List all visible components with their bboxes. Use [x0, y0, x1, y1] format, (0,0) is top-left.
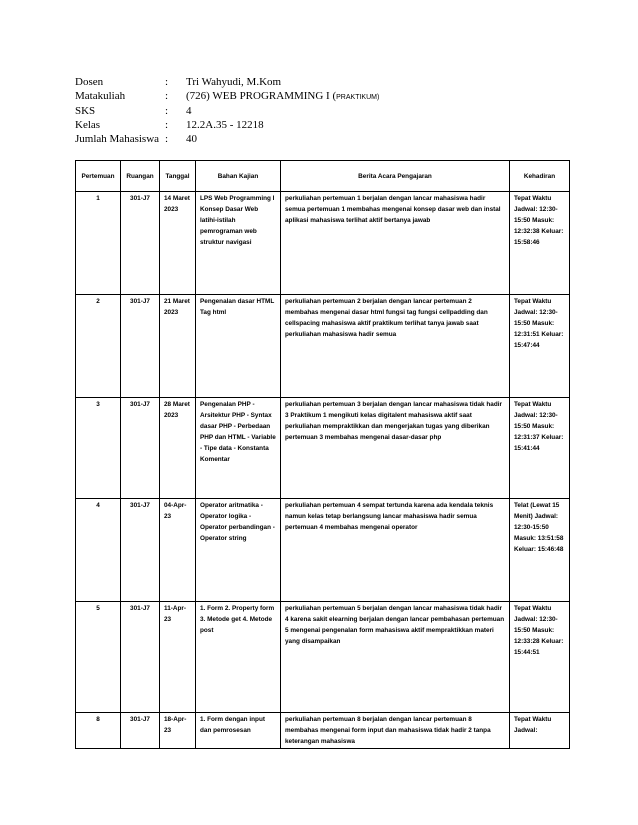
- cell-topic: Pengenalan dasar HTML Tag html: [196, 295, 281, 398]
- cell-meeting: 5: [76, 602, 121, 713]
- cell-report: perkuliahan pertemuan 4 sempat tertunda karena ada kendala teknis namun kelas tetap berlangsung lancar mahasiswa hadir semua pertemuan 4 membahas mengenai operator: [281, 499, 510, 602]
- info-separator: :: [165, 76, 169, 88]
- cell-room: 301-J7: [121, 398, 160, 499]
- cell-report: perkuliahan pertemuan 2 berjalan dengan lancar pertemuan 2 membahas mengenai dasar html fungsi tag fungsi cellpadding dan cellspacing mahasiswa aktif praktikum terlihat tanya jawab saat perkuliahan mahasiswa hadir semua: [281, 295, 510, 398]
- header-date: Tanggal: [160, 161, 196, 192]
- cell-attendance: Tepat Waktu Jadwal: 12:30-15:50 Masuk: 12:31:51 Keluar: 15:47:44: [510, 295, 570, 398]
- info-row: [75, 104, 379, 118]
- info-row: [75, 118, 379, 132]
- info-value: 12.2A.35 - 12218: [186, 118, 264, 131]
- cell-topic: 1. Form 2. Property form 3. Metode get 4. Metode post: [196, 602, 281, 713]
- cell-date: 28 Maret 2023: [160, 398, 196, 499]
- cell-meeting: 2: [76, 295, 121, 398]
- cell-meeting: 3: [76, 398, 121, 499]
- cell-room: 301-J7: [121, 713, 160, 749]
- table-row: [76, 713, 570, 749]
- info-value: (726) WEB PROGRAMMING I (PRAKTIKUM): [186, 90, 380, 103]
- cell-attendance: Tepat Waktu Jadwal: 12:30-15:50 Masuk: 12:33:28 Keluar: 15:44:51: [510, 602, 570, 713]
- info-row: [75, 75, 379, 89]
- info-label: Matakuliah: [75, 90, 126, 103]
- cell-date: 11-Apr-23: [160, 602, 196, 713]
- cell-report: perkuliahan pertemuan 1 berjalan dengan lancar mahasiswa hadir semua pertemuan 1 membahas mengenai konsep dasar web dan instal aplikasi mahasiswa terlihat aktif bertanya jawab: [281, 192, 510, 295]
- info-value-small: PRAKTIKUM): [336, 94, 380, 102]
- table-row: [76, 499, 570, 602]
- cell-topic: Operator aritmatika - Operator logika - Operator perbandingan - Operator string: [196, 499, 281, 602]
- info-label: Kelas: [75, 118, 101, 131]
- cell-meeting: 4: [76, 499, 121, 602]
- header-topic: Bahan Kajian: [196, 161, 281, 192]
- info-label: Dosen: [75, 76, 104, 88]
- cell-attendance: Tepat Waktu Jadwal: 12:30-15:50 Masuk: 12:32:38 Keluar: 15:58:46: [510, 192, 570, 295]
- course-info: [75, 75, 379, 146]
- cell-report: perkuliahan pertemuan 3 berjalan dengan lancar mahasiswa tidak hadir 3 Praktikum 1 mengikuti kelas digitalent mahasiswa aktif saat perkuliahan mempraktikkan dan mengerjakan tugas yang diberikan pertemuan 3 membahas mengenai dasar-dasar php: [281, 398, 510, 499]
- cell-topic: LPS Web Programming I Konsep Dasar Web latihi-istilah pemrograman web struktur navigasi: [196, 192, 281, 295]
- cell-meeting: 1: [76, 192, 121, 295]
- info-value: 4: [186, 104, 192, 117]
- info-value: 40: [186, 133, 197, 146]
- cell-report: perkuliahan pertemuan 8 berjalan dengan lancar pertemuan 8 membahas mengenai form input dan mahasiswa tidak hadir 2 tanpa keterangan mahasiswa: [281, 713, 510, 749]
- cell-date: 14 Maret 2023: [160, 192, 196, 295]
- info-separator: :: [165, 118, 169, 131]
- cell-attendance: Telat (Lewat 15 Menit) Jadwal: 12:30-15:50 Masuk: 13:51:58 Keluar: 15:46:48: [510, 499, 570, 602]
- header-room: Ruangan: [121, 161, 160, 192]
- header-report: Berita Acara Pengajaran: [281, 161, 510, 192]
- table-row: [76, 295, 570, 398]
- cell-room: 301-J7: [121, 602, 160, 713]
- info-row: [75, 89, 379, 103]
- table-header-row: [76, 161, 570, 192]
- cell-date: 18-Apr-23: [160, 713, 196, 749]
- table-row: [76, 192, 570, 295]
- cell-attendance: Tepat Waktu Jadwal: 12:30-15:50 Masuk: 12:31:37 Keluar: 15:41:44: [510, 398, 570, 499]
- attendance-table: [75, 160, 570, 749]
- cell-date: 21 Maret 2023: [160, 295, 196, 398]
- info-separator: :: [165, 104, 169, 117]
- info-separator: :: [165, 90, 169, 103]
- cell-room: 301-J7: [121, 295, 160, 398]
- cell-attendance: Tepat Waktu Jadwal:: [510, 713, 570, 749]
- header-attendance: Kehadiran: [510, 161, 570, 192]
- info-label: SKS: [75, 104, 96, 117]
- info-label: Jumlah Mahasiswa: [75, 133, 160, 146]
- info-row: [75, 132, 379, 146]
- cell-date: 04-Apr-23: [160, 499, 196, 602]
- header-meeting: Pertemuan: [76, 161, 121, 192]
- cell-report: perkuliahan pertemuan 5 berjalan dengan lancar mahasiswa tidak hadir 4 karena sakit elearning berjalan dengan lancar pembahasan pertemuan 5 mengenai pengenalan form mahasiswa aktif mempraktikkan materi yang disampaikan: [281, 602, 510, 713]
- info-separator: :: [165, 133, 169, 146]
- cell-room: 301-J7: [121, 499, 160, 602]
- cell-topic: 1. Form dengan input dan pemrosesan: [196, 713, 281, 749]
- table-row: [76, 602, 570, 713]
- cell-topic: Pengenalan PHP - Arsitektur PHP - Syntax dasar PHP - Perbedaan PHP dan HTML - Variable - Tipe data - Konstanta Komentar: [196, 398, 281, 499]
- info-value: Tri Wahyudi, M.Kom: [186, 76, 282, 88]
- cell-room: 301-J7: [121, 192, 160, 295]
- cell-meeting: 8: [76, 713, 121, 749]
- table-row: [76, 398, 570, 499]
